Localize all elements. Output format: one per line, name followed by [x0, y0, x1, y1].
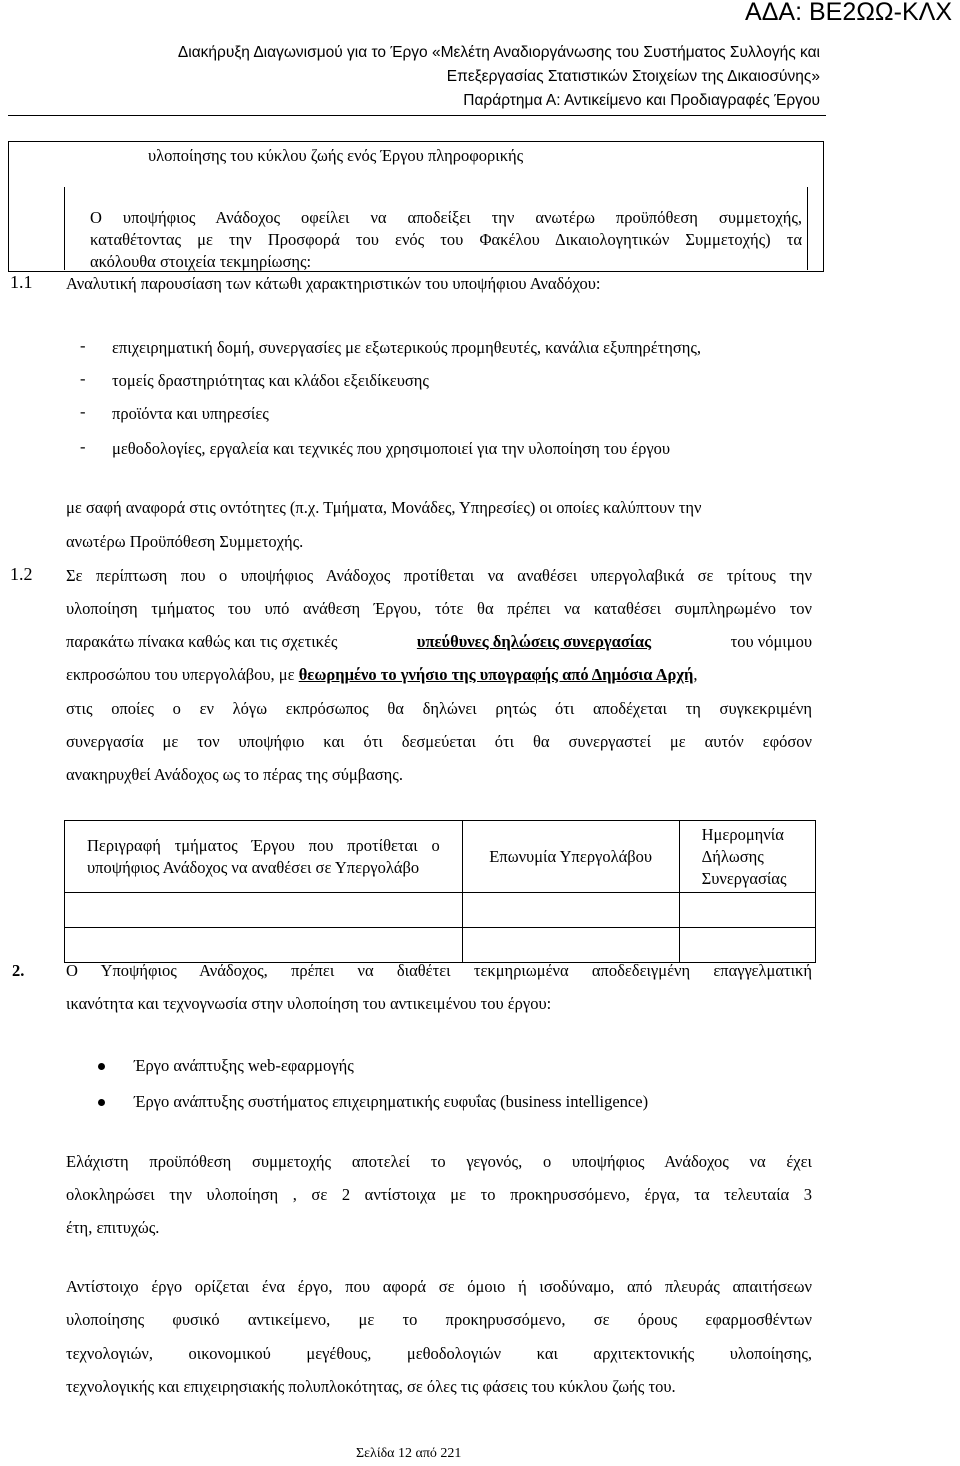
line-4-part-c: , — [693, 665, 698, 684]
list-item: προϊόντα και υπηρεσίες — [112, 404, 269, 423]
table-cell — [65, 928, 463, 963]
list-item: τομείς δραστηριότητας και κλάδοι εξειδίκευσης — [112, 371, 429, 390]
section-1-2-line-7: ανακηρυχθεί Ανάδοχος ως το πέρας της σύμβασης. — [66, 765, 403, 784]
table-cell — [462, 893, 679, 928]
ada-code: ΑΔΑ: ΒΕ2ΩΩ-ΚΛΧ — [745, 0, 952, 26]
section-2-line-1: Ο Υποψήφιος Ανάδοχος, πρέπει να διαθέτει τεκμηριωμένα αποδεδειγμένη επαγγελματική — [66, 961, 812, 980]
header-line-2: Επεξεργασίας Στατιστικών Στοιχείων της Δικαιοσύνης» — [446, 68, 820, 85]
bullet-item: Έργο ανάπτυξης web-εφαρμογής — [134, 1056, 354, 1075]
header-line-3: Παράρτημα Α: Αντικείμενο και Προδιαγραφές Έργου — [463, 92, 820, 109]
section-2-para2-line-2: υλοποίησης φυσικό αντικείμενο, με το προκηρυσσόμενο, σε όρους εφαρμοσθέντων — [66, 1310, 812, 1329]
section-2-para1-line-2: ολοκληρώσει την υλοποίηση , σε 2 αντίστοιχα με το προκηρυσσόμενο, έργα, τα τελευταία 3 — [66, 1185, 812, 1204]
section-1-2-line-6: συνεργασία με τον υποψήφιο και ότι δεσμεύεται ότι θα συνεργαστεί με αυτόν εφόσον — [66, 732, 812, 751]
section-1-1-after-1: με σαφή αναφορά στις οντότητες (π.χ. Τμήματα, Μονάδες, Υπηρεσίες) οι οποίες καλύπτουν την — [66, 498, 702, 517]
section-2-para1-line-3: έτη, επιτυχώς. — [66, 1218, 160, 1237]
signature-authentication-text: θεωρημένο το γνήσιο της υπογραφής από Δημόσια Αρχή — [298, 665, 694, 684]
list-item: μεθοδολογίες, εργαλεία και τεχνικές που χρησιμοποιεί για την υλοποίηση του έργου — [112, 439, 671, 458]
section-2-para2-line-1: Αντίστοιχο έργο ορίζεται ένα έργο, που αφορά σε όμοιο ή ισοδύναμο, από πλευράς απαιτήσεων — [66, 1277, 812, 1296]
section-1-1-after-2: ανωτέρω Προϋπόθεση Συμμετοχής. — [66, 532, 304, 551]
box-inner-line-1: Ο υποψήφιος Ανάδοχος οφείλει να αποδείξει την ανωτέρω προϋπόθεση συμμετοχής, — [90, 208, 802, 227]
header-divider — [8, 115, 826, 116]
section-number-1-1: 1.1 — [10, 272, 33, 292]
section-number-2: 2. — [12, 961, 25, 980]
dash-marker: - — [80, 437, 86, 456]
line-4-part-a: εκπροσώπου του υπεργολάβου, με — [66, 665, 299, 684]
section-1-2-line-1: Σε περίπτωση που ο υποψήφιος Ανάδοχος προτίθεται να αναθέσει υπεργολαβικά σε τρίτους την — [66, 566, 812, 585]
header-line-1: Διακήρυξη Διαγωνισμού για το Έργο «Μελέτη Αναδιοργάνωσης του Συστήματος Συλλογής και — [177, 44, 820, 61]
section-1-1-text: Αναλυτική παρουσίαση των κάτωθι χαρακτηριστικών του υποψήφιου Αναδόχου: — [66, 274, 601, 293]
bullet-item: Έργο ανάπτυξης συστήματος επιχειρηματικής ευφυΐας (business intelligence) — [134, 1092, 649, 1111]
table-cell — [679, 928, 815, 963]
responsible-declarations-text: υπεύθυνες δηλώσεις συνεργασίας — [416, 632, 652, 651]
box-inner-line-2: καταθέτοντας με την Προσφορά του ενός του Φακέλου Δικαιολογητικών Συμμετοχής) τα — [90, 230, 802, 249]
section-number-1-2: 1.2 — [10, 564, 33, 584]
section-1-2-line-3 — [66, 632, 812, 652]
table-cell — [65, 893, 463, 928]
section-1-2-line-5: στις οποίες ο εν λόγω εκπρόσωπος θα δηλώνει ρητώς ότι αποδέχεται τη συγκεκριμένη — [66, 699, 812, 718]
section-1-2-line-4 — [66, 665, 698, 685]
section-2-line-2: ικανότητα και τεχνογνωσία στην υλοποίηση του αντικειμένου του έργου: — [66, 994, 552, 1013]
box-inner-line-3: ακόλουθα στοιχεία τεκμηρίωσης: — [90, 252, 312, 271]
dash-marker: - — [80, 369, 86, 388]
table-cell — [679, 893, 815, 928]
table-header-description: Περιγραφή τμήματος Έργου που προτίθεται ο υποψήφιος Ανάδοχος να αναθέσει σε Υπεργολάβο — [65, 821, 463, 893]
dash-marker: - — [80, 402, 86, 421]
section-2-para2-line-3: τεχνολογιών, οικονομικού μεγέθους, μεθοδολογιών και αρχιτεκτονικής υλοποίησης, — [66, 1344, 812, 1363]
line-3-part-a: παρακάτω πίνακα καθώς και τις σχετικές — [66, 632, 338, 651]
section-2-para1-line-1: Ελάχιστη προϋπόθεση συμμετοχής αποτελεί το γεγονός, ο υποψήφιος Ανάδοχος να έχει — [66, 1152, 812, 1171]
table-header-subcontractor: Επωνυμία Υπεργολάβου — [462, 821, 679, 893]
dash-marker: - — [80, 336, 86, 355]
section-1-2-line-2: υλοποίηση τμήματος του υπό ανάθεση Έργου, τότε θα πρέπει να καταθέσει συμπληρωμένο τον — [66, 599, 812, 618]
list-item: επιχειρηματική δομή, συνεργασίες με εξωτερικούς προμηθευτές, κανάλια εξυπηρέτησης, — [112, 338, 702, 357]
section-2-para2-line-4: τεχνολογικής και επιχειρησιακής πολυπλοκότητας, σε όλες τις φάσεις του κύκλου ζωής του. — [66, 1377, 676, 1396]
line-3-part-c: του νόμιμου — [730, 632, 812, 651]
table-header-date: Ημερομηνία Δήλωσης Συνεργασίας — [679, 821, 815, 893]
bullet-icon — [98, 1099, 105, 1106]
table-cell — [462, 928, 679, 963]
page-number: Σελίδα 12 από 221 — [356, 1446, 462, 1461]
subcontractor-table — [64, 820, 816, 963]
box-top-line: υλοποίησης του κύκλου ζωής ενός Έργου πληροφορικής — [148, 146, 524, 165]
bullet-icon — [98, 1063, 105, 1070]
